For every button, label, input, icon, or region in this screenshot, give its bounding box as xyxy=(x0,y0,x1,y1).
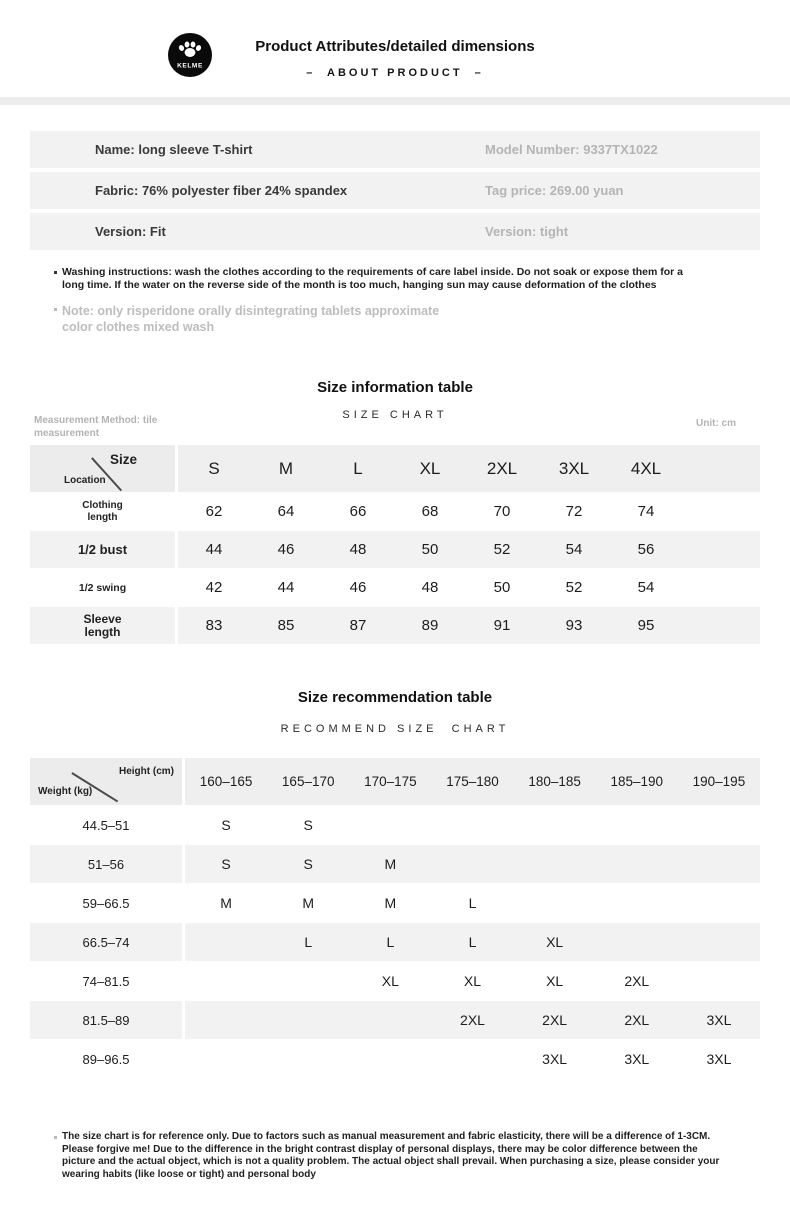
bullet-dot-icon xyxy=(54,308,57,311)
size-value-cell: 50 xyxy=(493,579,511,596)
size-value-cell: 52 xyxy=(565,579,583,596)
height-column-header: 185–190 xyxy=(610,774,664,789)
recommend-size-cell xyxy=(267,1001,349,1039)
recommend-table-title: Size recommendation table xyxy=(297,689,493,706)
size-column-header: 4XL xyxy=(630,458,662,478)
recommend-size-cell xyxy=(267,1040,349,1078)
weight-row-label: 44.5–51 xyxy=(30,806,185,844)
recommend-size-cell: XL xyxy=(546,934,564,950)
size-table-header-row xyxy=(30,445,760,493)
weight-row-label: 74–81.5 xyxy=(30,962,185,1000)
size-value-cell: 54 xyxy=(637,579,655,596)
page-subtitle: – ABOUT PRODUCT – xyxy=(306,67,484,79)
size-table-row xyxy=(30,607,760,645)
recommend-size-cell: 2XL xyxy=(624,973,650,989)
recommend-size-cell: L xyxy=(304,934,313,950)
disclaimer xyxy=(30,1131,760,1181)
corner-bottom-label: Weight (kg) xyxy=(38,786,93,797)
size-row-label: 1/2 swing xyxy=(30,569,178,606)
weight-row-label: 66.5–74 xyxy=(30,923,185,961)
recommend-size-cell: S xyxy=(221,856,231,872)
height-column-header: 175–180 xyxy=(446,774,499,789)
size-value-cell: 48 xyxy=(421,579,439,596)
size-value-cell: 68 xyxy=(421,503,439,520)
height-column-header: 180–185 xyxy=(528,774,581,789)
size-column-header: 2XL xyxy=(486,458,518,478)
size-table xyxy=(30,445,760,645)
wash-note-text: Note: only risperidone orally disintegrating tablets approximate color clothes mixed wash xyxy=(62,304,440,334)
size-value-cell: 46 xyxy=(277,541,295,558)
size-value-cell: 48 xyxy=(349,541,367,558)
bullet-dot-icon xyxy=(54,271,57,274)
recommend-size-cell: M xyxy=(220,895,232,911)
attribute-left-text: Version: Fit xyxy=(95,224,166,239)
recommend-table-row xyxy=(30,884,760,923)
size-value-cell: 93 xyxy=(565,617,583,634)
recommend-chart-subheader xyxy=(30,723,760,737)
weight-row-label: 51–56 xyxy=(30,845,185,883)
height-column-header: 190–195 xyxy=(692,774,746,789)
corner-bottom-label: Location xyxy=(64,475,106,486)
size-value-cell: 83 xyxy=(205,617,223,634)
header xyxy=(0,0,790,97)
recommend-size-cell xyxy=(596,806,678,844)
measurement-method-note: Measurement Method: tile measurement xyxy=(34,415,158,439)
recommend-size-cell: S xyxy=(303,817,313,833)
logo-text: KELME xyxy=(177,62,203,70)
recommend-size-cell xyxy=(185,923,267,961)
size-value-cell: 54 xyxy=(565,541,583,558)
recommend-size-cell: 2XL xyxy=(542,1012,568,1028)
size-column-header: S xyxy=(208,458,220,478)
size-value-cell: 89 xyxy=(421,617,439,634)
size-value-cell: 56 xyxy=(637,541,655,558)
bullet-dot-icon xyxy=(54,1136,57,1139)
size-value-cell: 72 xyxy=(565,503,583,520)
size-chart-label: SIZE CHART xyxy=(342,409,448,421)
disclaimer-text: The size chart is for reference only. Due to factors such as manual measurement and fabric elasticity, there will be a difference of 1-3CM. Please forgive me! Due to the difference in the bright contrast display of personal displays, there may be color difference between the picture and the actual object, which is not a quality problem. The actual object shall prevail. When purchasing a size, please consider your wearing habits (like loose or tight) and personal body xyxy=(62,1131,720,1180)
recommend-size-cell: 3XL xyxy=(706,1051,732,1067)
recommend-size-cell xyxy=(678,806,760,844)
size-value-cell: 66 xyxy=(349,503,367,520)
recommend-table xyxy=(30,758,760,1079)
size-value-cell: 42 xyxy=(205,579,223,596)
recommend-size-cell: L xyxy=(468,934,477,950)
size-value-cell: 64 xyxy=(277,503,295,520)
recommend-size-cell xyxy=(267,962,349,1000)
table-corner-cell xyxy=(30,445,178,492)
recommend-size-cell: 2XL xyxy=(460,1012,485,1028)
size-value-cell: 74 xyxy=(637,503,655,520)
recommend-size-cell: 3XL xyxy=(542,1051,568,1067)
size-value-cell: 95 xyxy=(637,617,655,634)
recommend-size-cell: XL xyxy=(546,973,564,989)
size-table-row xyxy=(30,531,760,569)
weight-row-label: 59–66.5 xyxy=(30,884,185,922)
table-corner-cell xyxy=(30,758,185,805)
size-chart-subheader xyxy=(30,409,760,445)
recommend-size-cell xyxy=(596,884,678,922)
recommend-size-cell xyxy=(431,806,513,844)
wash-note xyxy=(30,303,760,335)
size-value-cell: 44 xyxy=(205,541,223,558)
recommend-size-cell xyxy=(596,845,678,883)
size-row-label: Sleeve length xyxy=(30,607,178,644)
recommend-size-cell: L xyxy=(468,895,477,911)
content xyxy=(0,131,790,1181)
recommend-size-cell: XL xyxy=(381,973,399,989)
size-column-header: M xyxy=(278,458,294,478)
height-column-header: 170–175 xyxy=(364,774,417,789)
recommend-size-cell xyxy=(514,845,596,883)
recommend-table-header-row xyxy=(30,758,760,806)
recommend-size-cell: 3XL xyxy=(706,1012,732,1028)
recommend-size-cell xyxy=(678,845,760,883)
recommend-table-row xyxy=(30,1001,760,1040)
recommend-size-cell xyxy=(185,962,267,1000)
height-column-header: 160–165 xyxy=(199,774,253,789)
recommend-size-cell xyxy=(514,806,596,844)
recommend-size-cell: S xyxy=(221,817,231,833)
section-divider xyxy=(0,97,790,105)
recommend-size-cell xyxy=(185,1040,267,1078)
attributes-table xyxy=(30,131,760,250)
recommend-size-cell xyxy=(431,845,513,883)
attribute-left-text: Fabric: 76% polyester fiber 24% spandex xyxy=(95,183,348,198)
recommend-table-row xyxy=(30,962,760,1001)
corner-top-label: Height (cm) xyxy=(119,766,174,777)
recommend-size-cell xyxy=(349,1040,431,1078)
size-column-header: XL xyxy=(419,458,441,478)
size-value-cell: 52 xyxy=(493,541,511,558)
size-table-row xyxy=(30,493,760,531)
recommend-table-row xyxy=(30,806,760,845)
size-value-cell: 85 xyxy=(277,617,295,634)
recommend-size-cell xyxy=(678,923,760,961)
size-column-header: 3XL xyxy=(558,458,590,478)
recommend-size-cell xyxy=(678,884,760,922)
recommend-size-cell: M xyxy=(384,895,397,911)
size-value-cell: 91 xyxy=(493,617,511,634)
washing-instructions xyxy=(30,266,760,291)
recommend-size-cell xyxy=(596,923,678,961)
unit-note: Unit: cm xyxy=(696,418,736,429)
size-row-label: Clothing length xyxy=(30,493,178,530)
size-value-cell: 50 xyxy=(421,541,439,558)
brand-logo xyxy=(168,33,212,77)
recommend-size-cell: XL xyxy=(463,973,482,989)
size-column-header: L xyxy=(353,458,363,478)
recommend-size-cell xyxy=(349,1001,431,1039)
recommend-size-cell xyxy=(185,1001,267,1039)
recommend-table-row xyxy=(30,845,760,884)
attribute-row xyxy=(30,172,760,209)
attribute-right-text: Model Number: 9337TX1022 xyxy=(485,142,658,157)
size-value-cell: 62 xyxy=(205,503,223,520)
recommend-size-cell: 2XL xyxy=(624,1012,650,1028)
size-row-label: 1/2 bust xyxy=(30,531,178,568)
recommend-size-cell: L xyxy=(386,934,395,950)
recommend-size-cell: S xyxy=(303,856,313,872)
recommend-size-cell: M xyxy=(302,895,315,911)
weight-row-label: 89–96.5 xyxy=(30,1040,185,1078)
recommend-size-cell: M xyxy=(384,856,397,872)
attribute-row xyxy=(30,131,760,168)
size-table-row xyxy=(30,569,760,607)
recommend-size-cell xyxy=(349,806,431,844)
size-value-cell: 70 xyxy=(493,503,511,520)
size-value-cell: 87 xyxy=(349,617,367,634)
recommend-size-cell xyxy=(678,962,760,1000)
size-value-cell: 44 xyxy=(277,579,295,596)
attribute-right-text: Tag price: 269.00 yuan xyxy=(485,183,624,198)
weight-row-label: 81.5–89 xyxy=(30,1001,185,1039)
attribute-left-text: Name: long sleeve T-shirt xyxy=(95,142,253,157)
recommend-chart-label: RECOMMEND SIZE CHART xyxy=(280,723,510,735)
recommend-table-row xyxy=(30,923,760,962)
recommend-table-row xyxy=(30,1040,760,1079)
attribute-row xyxy=(30,213,760,250)
recommend-size-cell xyxy=(431,1040,513,1078)
kelme-paw-logo-icon xyxy=(168,33,212,77)
size-table-title: Size information table xyxy=(317,379,473,396)
washing-instructions-text: Washing instructions: wash the clothes according to the requirements of care label inside. Do not soak or expose them for a long time. If the water on the reverse side of the month is too much, hanging sun may cause deformation of the clothes xyxy=(62,266,683,291)
recommend-size-cell xyxy=(514,884,596,922)
height-column-header: 165–170 xyxy=(281,774,335,789)
recommend-size-cell: 3XL xyxy=(624,1051,650,1067)
size-value-cell: 46 xyxy=(349,579,367,596)
page-title: Product Attributes/detailed dimensions xyxy=(255,38,535,55)
corner-top-label: Size xyxy=(109,452,137,467)
attribute-right-text: Version: tight xyxy=(485,224,569,239)
